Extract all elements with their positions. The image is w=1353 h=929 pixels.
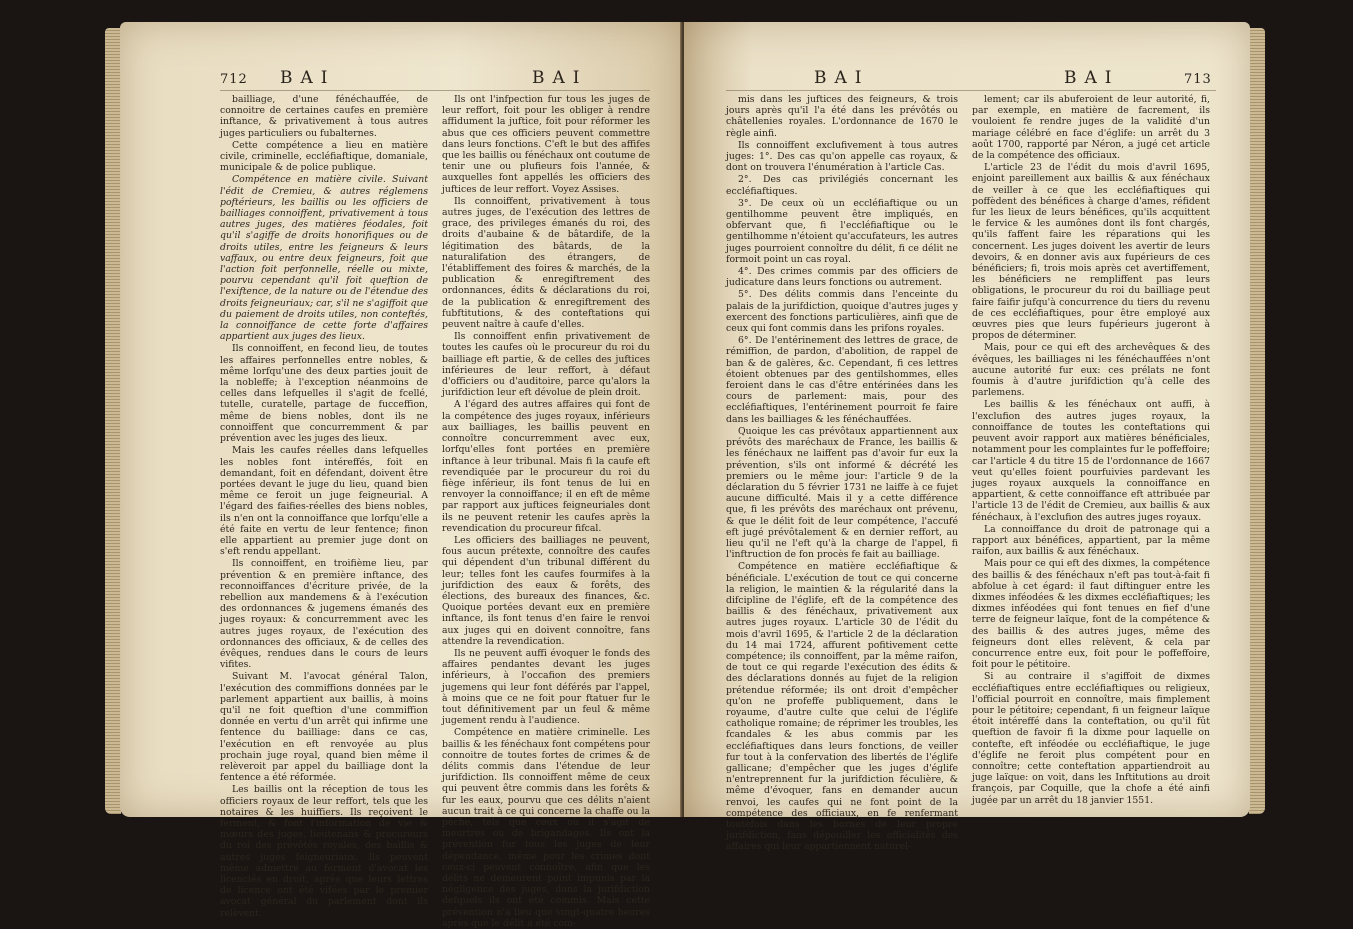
paragraph: Ils ne peuvent auffi évoquer le fonds des affaires pendantes devant les juges inférieurs, à l'occafion des premiers jugemens qui leur font déférés par l'appel, à moins que ce ne foit pour ftatuer fur le tout définitivement par un feul & même jugement rendu à l'audience. — [442, 647, 650, 727]
paragraph: bailliage, d'une fénéchauffée, de connoitre de certaines caufes en première inftance, & privativement à tous autres juges particuliers ou fubalternes. — [220, 94, 428, 139]
header-rule — [220, 90, 650, 91]
paragraph: Quoique les cas prévôtaux appartiennent aux prévôts des maréchaux de France, les baillis & les fénéchaux ne laiffent pas d'avoir fur eux la prévention, s'ils ont informé & décrété les premiers ou le même jour: l'article 9 de la déclaration du 5 février 1731 ne laiffe à ce fujet aucune difficulté. Mais il y a cette différence que, fi les prévôts des maréchaux ont prévenu, & que le délit foit de leur compétence, l'accufé eft jugé prévôtalement & en dernier reffort, au lieu qu'il ne l'eft qu'à la charge de l'appel, fi l'inftruction de fon procès fe fait au bailliage. — [726, 425, 958, 561]
page-edges-right — [1249, 28, 1265, 814]
paragraph: Ils connoiffent enfin privativement de toutes les caufes où le procureur du roi du bailliage eft partie, & de celles des juftices inférieures de leur reffort, à défaut d'officiers ou d'auditoire, parce qu'alors la jurifdiction leur eft dévolue de plein droit. — [442, 331, 650, 399]
paragraph: Les officiers des bailliages ne peuvent, fous aucun prétexte, connoître des caufes qui dépendent d'un tribunal différent du leur; telles font les caufes fourmifes à la jurifdiction des eaux & forêts, des élections, des bureaux des finances, &c. Quoique portées devant eux en première inftance, ils font tenus d'en faire le renvoi aux juges qui en doivent connoître, fans attendre la revendication. — [442, 534, 650, 647]
page-number: 713 — [1184, 72, 1212, 87]
left-page — [120, 22, 682, 929]
paragraph: lement; car ils abuferoient de leur autorité, fi, par exemple, en matière de facrement, ils vouloient fe rendre juges de la validité d'un mariage célébré en face d'églife: un arrêt du 3 août 1700, rapporté par Néron, a jugé cet article de la compétence des officiaux. — [972, 94, 1210, 162]
paragraph: Ils connoiffent, en fecond lieu, de toutes les affaires perfonnelles entre nobles, & même lorfqu'une des deux parties jouit de la nobleffe; à l'exception néanmoins de celles dans lefquelles il s'agit de fcellé, tutelle, curatelle, partage de fucceffion, même de biens nobles, dont ils ne connoiffent que concurremment & par prévention avec les juges des lieux. — [220, 343, 428, 445]
paragraph: Cette compétence a lieu en matière civile, criminelle, eccléfiaftique, domaniale, municipale & de police publique. — [220, 139, 428, 174]
paragraph: Si au contraire il s'agiffoit de dixmes eccléfiaftiques entre eccléfiaftiques ou religieux, l'official pourroit en connoître, mais fimplement pour le pétitoire; cependant, fi un feigneur laïque étoit intéreffé dans la conteftation, ou qu'il fût queftion de favoir fi la dixme pour laquelle on conteftе, eft inféodée ou eccléfiaftique, le juge d'églife ne feroit plus compétent pour en connoître; cette conteftation appartiendroit au juge laïque: on voit, dans les Inftitutions au droit françois, par Coquille, que la chofe a été ainfi jugée par un arrêt du 18 janvier 1551. — [972, 671, 1210, 806]
paragraph: Ils ont l'infpection fur tous les juges de leur reffort, foit pour les obliger à rendre affidument la juftice, foit pour réformer les abus que ces officiers peuvent commettre dans leurs fonctions. C'eft le but des affifes que les baillis ou fénéchaux ont coutume de tenir une ou plufieurs fois l'année, & auxquelles font appellés les officiers des juftices de leur reffort. Voyez Assises. — [442, 94, 650, 195]
page-number: 712 — [220, 72, 248, 87]
paragraph: Compétence en matière criminelle. Les baillis & les fénéchaux font compétens pour connoitre de toutes fortes de crimes & de délits commis dans l'étendue de leur jurifdiction. Ils connoiffent même de ceux qui peuvent être commis dans les forêts & fur les eaux, pourvu que ces délits n'aient aucun trait à ce qui concerne la chaffe ou la pêche, tels que ceux où il s'agit de meurtres ou de brigandages. Ils ont la prévention fur tous les juges de leur dépendance, même pour les crimes dont ceux-ci peuvent connoître, afin que les délits ne demeurent point impunis par la négligence des juges, dans la jurifdiction defquels ils ont été commis. Mais cette prévention n'a lieu que vingt-quatre heures après que le délit a été com- — [442, 727, 650, 929]
running-head: BAI — [1064, 68, 1120, 88]
running-head: BAI — [532, 68, 588, 88]
paragraph: A l'égard des autres affaires qui font de la compétence des juges royaux, inférieurs aux bailliages, les baillis peuvent en connoître concurremment avec eux, lorfqu'elles font portées en première inftance à leur tribunal. Mais fi la caufe eft revendiquée par le procureur du roi du fiège inférieur, ils font tenus de lui en renvoyer la connoiffance; il en eft de même par rapport aux juftices feigneuriales dont ils ne peuvent retenir les caufes après la revendication du procureur fifcal. — [442, 399, 650, 534]
paragraph: Les baillis ont la réception de tous les officiers royaux de leur reffort, tels que les notaires & les huiffiers. Ils reçoivent le ferment, & font l'information de vie & mœurs des juges, lieutenans & procureurs du roi des prévôtés royales, des baillis & autres juges feigneuriaux. Ils peuvent même admettre au ferment d'avocat les licenciés en droit, après que leurs lettres de licence ont été vifées par le premier avocat général du parlement dont ils relèvent. — [220, 784, 428, 919]
paragraph: Mais les caufes réelles dans lefquelles les nobles font intéreffés, foit en demandant, foit en défendant, doivent être portées devant le juge du lieu, quand bien même ce feroit un juge feigneurial. A l'égard des faifies-réelles des biens nobles, ils n'en ont la connoiffance que lorfqu'elle a été faite en vertu de leur fentence; finon elle appartient au premier juge dont on s'eft rendu appellant. — [220, 445, 428, 558]
paragraph: Mais pour ce qui eft des dixmes, la compétence des baillis & des fénéchaux n'eft pas tout-à-fait fi abfolue à cet égard: il faut diftinguer entre les dixmes inféodées & les dixmes eccléfiaftiques; les dixmes inféodées qui font tenues en fief d'une terre de feigneur laïque, font de la compétence & des baillis & des autres juges, même des feigneurs dont elles relèvent, & cela par concurrence entre eux, foit pour le poffeffoire, foit pour le pétitoire. — [972, 558, 1210, 671]
paragraph: Compétence en matière eccléfiaftique & bénéficiale. L'exécution de tout ce qui concerne la religion, le maintien & la régularité dans la difcipline de l'églife, eft de la compétence des baillis & des fénéchaux, privativement aux autres juges royaux. L'article 30 de l'édit du mois d'avril 1695, & l'article 2 de la déclaration du 14 mai 1724, affurent pofitivement cette compétence; ils connoiffent, par la même raifon, de tout ce qui regarde l'exécution des édits & des déclarations donnés au fujet de la religion prétendue réformée; ils ont droit d'empêcher qu'on ne profeffe publiquement, dans le royaume, d'autre culte que celui de l'églife catholique romaine; de réprimer les troubles, les fcandales & les abus commis par les eccléfiaftiques dans leurs fonctions, de veiller fur tout à la confervation des libertés de l'églife gallicane; d'empêcher que les juges d'églife n'entreprennent fur la jurifdiction féculière, & même d'évoquer, fans en demander aucun renvoi, les caufes qui ne font point de la compétence des officiaux, en fe renfermant toutefois dans les bornes de leur propre jurifdiction, fans dépouiller les officialités des affaires qui leur appartiennent naturel- — [726, 561, 958, 853]
paragraph: Compétence en matière civile. Suivant l'édit de Cremieu, & autres réglemens poftérieurs, les baillis ou les officiers de bailliages connoiffent, privativement à tous autres juges, des matières féodales, foit qu'il s'agiffe de droits honorifiques ou de droits utiles, entre les feigneurs & leurs vaffaux, ou entre deux feigneurs, foit que l'action foit perfonnelle, réelle ou mixte, pourvu cependant qu'il foit queftion de l'exiftence, de la nature ou de l'étendue des droits feigneuriaux; car, s'il ne s'agiffoit que du paiement de droits utiles, non conteftés, la connoiffance de cette forte d'affaires appartient aux juges des lieux. — [220, 174, 428, 343]
paragraph: L'article 23 de l'édit du mois d'avril 1695, enjoint pareillement aux baillis & aux fénéchaux de veiller à ce que les eccléfiaftiques qui poffèdent des bénéfices à charge d'ames, réfident fur les lieux de leurs bénéfices, qu'ils acquittent le fervice & les aumônes dont ils font chargés, qu'ils faffent faire les réparations qui les concernent. Les juges doivent les avertir de leurs devoirs, & en donner avis aux fupérieurs de ces bénéficiers; fi, trois mois après cet avertiffement, les bénéficiers ne rempliffent pas leurs obligations, le procureur du roi du bailliage peut faire faifir jufqu'à concurrence du tiers du revenu de ces eccléfiaftiques, pour être employé aux œuvres pies que leurs fupérieurs jugeront à propos de déterminer. — [972, 162, 1210, 342]
text-column — [972, 94, 1210, 806]
paragraph: 3°. De ceux où un eccléfiaftique ou un gentilhomme peuvent être impliqués, en obfervant que, fi l'eccléfiaftique ou le gentilhomme n'étoient qu'accufateurs, les autres juges pourroient connoître du délit, fi ce délit ne formoit point un cas royal. — [726, 197, 958, 265]
paragraph: Mais, pour ce qui eft des archevêques & des évêques, les bailliages ni les fénéchauffées n'ont aucune autorité fur eux: ces prélats ne font foumis à d'autre jurifdiction qu'à celle des parlemens. — [972, 342, 1210, 399]
paragraph: Les baillis & les fénéchaux ont auffi, à l'exclufion des autres juges royaux, la connoiffance de toutes les conteftations qui peuvent avoir rapport aux matières bénéficiales, notamment pour les complaintes fur le poffeffoire; car l'article 4 du titre 15 de l'ordonnance de 1667 veut qu'elles foient pourfuivies pardevant les juges royaux auxquels la connoiffance en appartient, & cette connoiffance eft attribuée par l'article 13 de l'édit de Cremieu, aux baillis & aux fénéchaux, à l'exclufion des autres juges royaux. — [972, 399, 1210, 523]
paragraph: 5°. Des délits commis dans l'enceinte du palais de la jurifdiction, quoique d'autres juges y exercent des fonctions particulières, ainfi que de ceux qui font commis dans les prifons royales. — [726, 289, 958, 335]
running-head: BAI — [814, 68, 870, 88]
paragraph: Suivant M. l'avocat général Talon, l'exécution des commiffions données par le parlement appartient aux baillis, à moins qu'il ne foit queftion d'une commiffion donnée en vertu d'un arrêt qui infirme une fentence du bailliage: dans ce cas, l'exécution en eft renvoyée au plus prochain juge royal, quand bien même il relèveroit par appel du bailliage dont la fentence a été réformée. — [220, 671, 428, 784]
paragraph: Ils connoiffent exclufivement à tous autres juges: 1°. Des cas qu'on appelle cas royaux, & dont on trouvera l'énumération à l'article Cas. — [726, 139, 958, 174]
page-edges-left — [105, 28, 121, 814]
right-page — [684, 22, 1250, 853]
paragraph: 2°. Des cas privilégiés concernant les eccléfiaftiques. — [726, 174, 958, 197]
header-rule — [726, 90, 1216, 91]
text-column — [442, 94, 650, 929]
paragraph: 6°. De l'entérinement des lettres de grace, de rémiffion, de pardon, d'abolition, de rappel de ban & de galères, &c. Cependant, fi ces lettres étoient obtenues par des gentilshommes, elles feroient dans le cas d'être entérinées dans les cours de parlement: mais, pour des eccléfiaftiques, l'entérinement pourroit fe faire dans les bailliages & les fénéchauffées. — [726, 335, 958, 425]
paragraph: Ils connoiffent, privativement à tous autres juges, de l'exécution des lettres de grace, des privileges émanés du roi, des droits d'aubaine & de bâtardife, de la légitimation des bâtards, de la naturalifation des étrangers, de l'établiffement des foires & marchés, de la publication & enregiftrement des ordonnances, édits & déclarations du roi, de la publication & enregiftrement des fubftitutions, & des conteftations qui peuvent naître à caufe d'elles. — [442, 195, 650, 331]
paragraph: Ils connoiffent, en troifième lieu, par prévention & en première inftance, des reconnoiffances d'écriture privée, de la rebellion aux mandemens & à l'exécution des ordonnances & jugemens émanés des juges royaux: & concurremment avec les autres juges royaux, de l'exécution des ordonnances des officiaux, & de celles des évêques, rendues dans le cours de leurs vifites. — [220, 558, 428, 671]
text-column — [220, 94, 428, 919]
paragraph: La connoiffance du droit de patronage qui a rapport aux bénéfices, appartient, par la même raifon, aux baillis & aux fénéchaux. — [972, 523, 1210, 558]
paragraph: mis dans les juftices des feigneurs, & trois jours après qu'il l'a été dans les prévôtés ou châtellenies royales. L'ordonnance de 1670 le règle ainfi. — [726, 94, 958, 139]
text-column — [726, 94, 958, 853]
running-head: BAI — [280, 68, 336, 88]
paragraph: 4°. Des crimes commis par des officiers de judicature dans leurs fonctions ou autrement. — [726, 266, 958, 289]
